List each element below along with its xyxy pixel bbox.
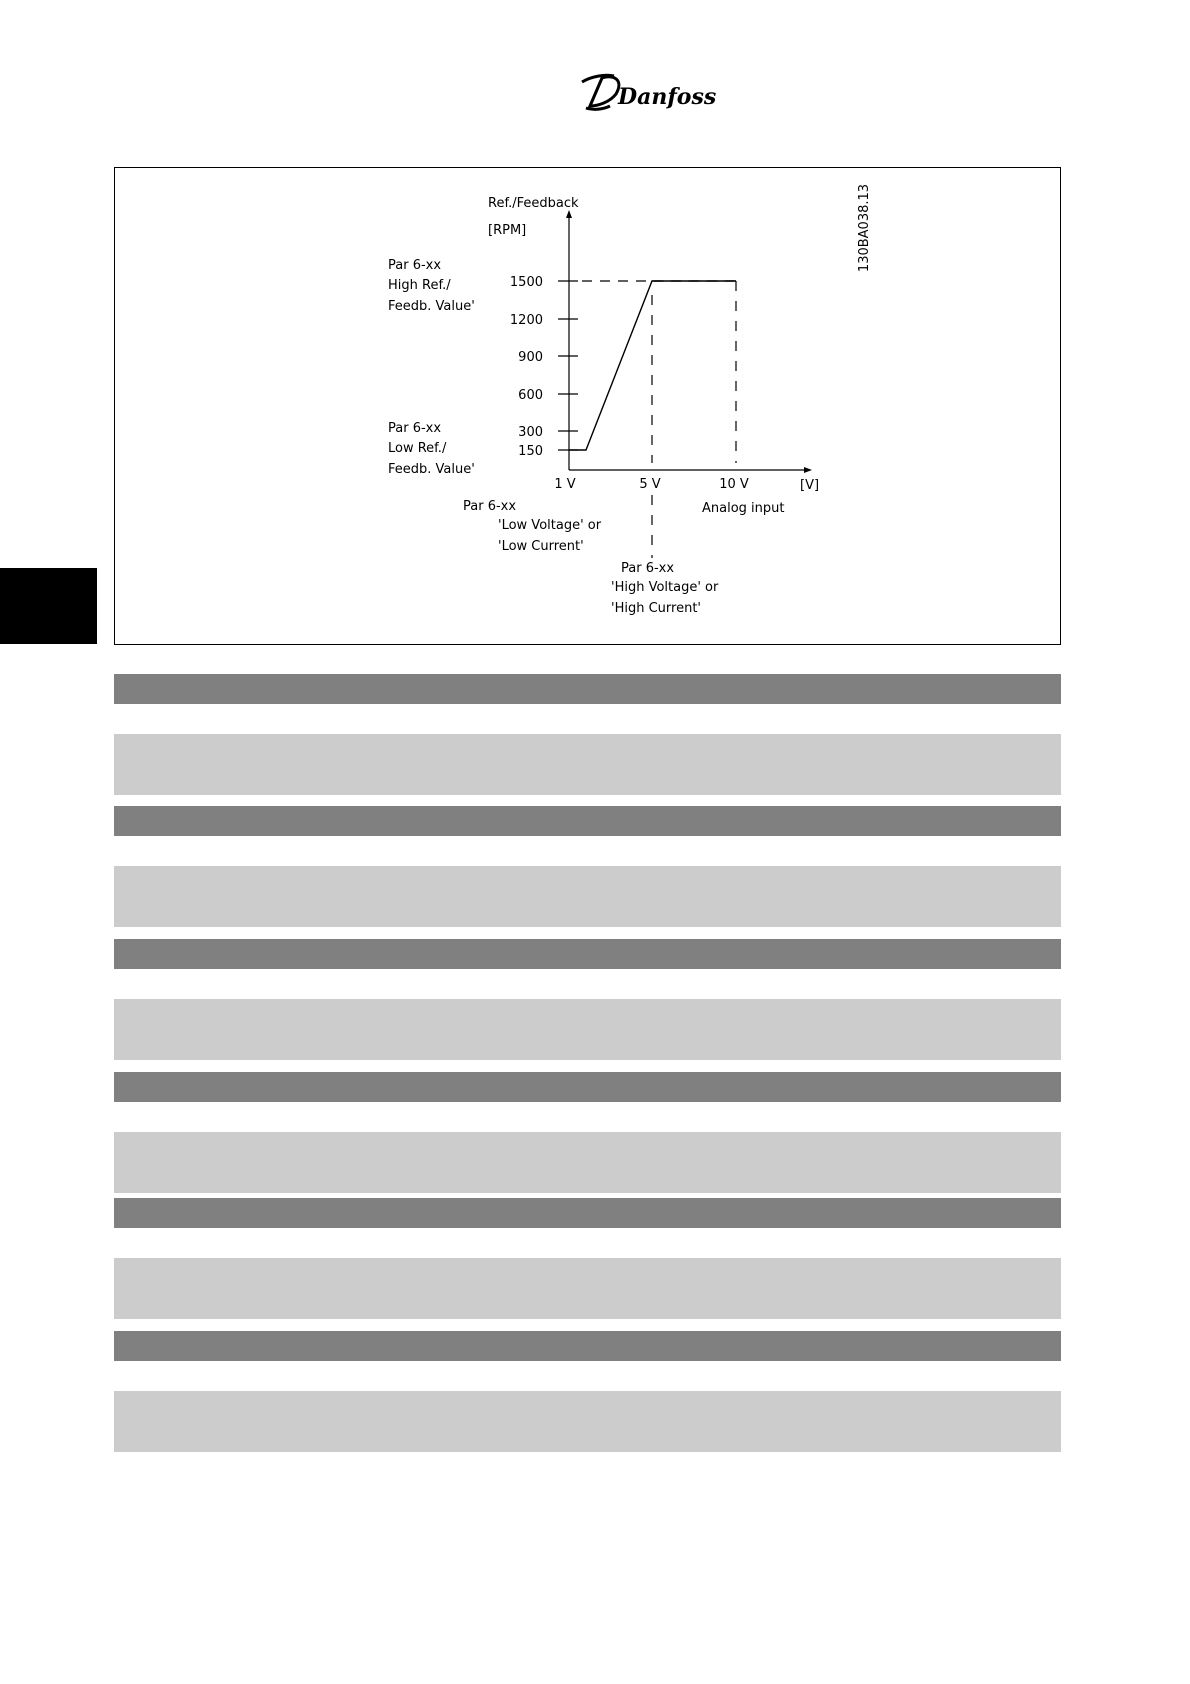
high-voltage-label-1: Par 6-xx	[621, 561, 675, 576]
table-body-bar	[114, 734, 1061, 795]
x-axis-label: Analog input	[702, 501, 785, 516]
low-ref-label-2: Low Ref./	[388, 441, 447, 456]
table-body-bar	[114, 1391, 1061, 1452]
y-tick-label: 300	[518, 425, 543, 440]
table-body-bar	[114, 1132, 1061, 1193]
y-tick-label: 150	[518, 444, 543, 459]
high-ref-label-2: High Ref./	[388, 278, 451, 293]
table-body-bar	[114, 999, 1061, 1060]
chart-svg	[115, 168, 1062, 646]
low-ref-label-1: Par 6-xx	[388, 421, 442, 436]
y-tick-label: 1500	[509, 275, 543, 290]
x-tick-label: 10 V	[719, 477, 749, 492]
table-header-bar	[114, 1072, 1061, 1102]
low-voltage-label-2: 'Low Voltage' or	[498, 518, 602, 533]
high-ref-label-1: Par 6-xx	[388, 258, 442, 273]
x-tick-label: 5 V	[639, 477, 661, 492]
high-voltage-label-2: 'High Voltage' or	[611, 580, 719, 595]
y-axis-label: Ref./Feedback	[488, 196, 579, 211]
x-tick-label: 1 V	[554, 477, 576, 492]
danfoss-logo	[580, 70, 717, 116]
x-axis-unit: [V]	[800, 478, 820, 493]
analog-input-scaling-figure	[114, 167, 1061, 645]
low-voltage-label-1: Par 6-xx	[463, 499, 517, 514]
logo-text: Danfoss	[618, 84, 717, 110]
y-tick-label: 1200	[509, 313, 543, 328]
table-body-bar	[114, 1258, 1061, 1319]
y-axis-unit: [RPM]	[488, 223, 527, 238]
table-header-bar	[114, 939, 1061, 969]
chapter-tab	[0, 568, 97, 644]
y-tick-label: 600	[518, 388, 543, 403]
figure-id: 130BA038.13	[857, 183, 872, 273]
table-header-bar	[114, 1198, 1061, 1228]
table-body-bar	[114, 866, 1061, 927]
high-ref-label-3: Feedb. Value'	[388, 299, 475, 314]
low-voltage-label-3: 'Low Current'	[498, 539, 584, 554]
table-header-bar	[114, 806, 1061, 836]
y-axis-arrow	[566, 210, 572, 218]
x-axis-arrow	[804, 467, 812, 473]
table-header-bar	[114, 674, 1061, 704]
y-tick-label: 900	[518, 350, 543, 365]
table-header-bar	[114, 1331, 1061, 1361]
low-ref-label-3: Feedb. Value'	[388, 462, 475, 477]
high-voltage-label-3: 'High Current'	[611, 601, 701, 616]
